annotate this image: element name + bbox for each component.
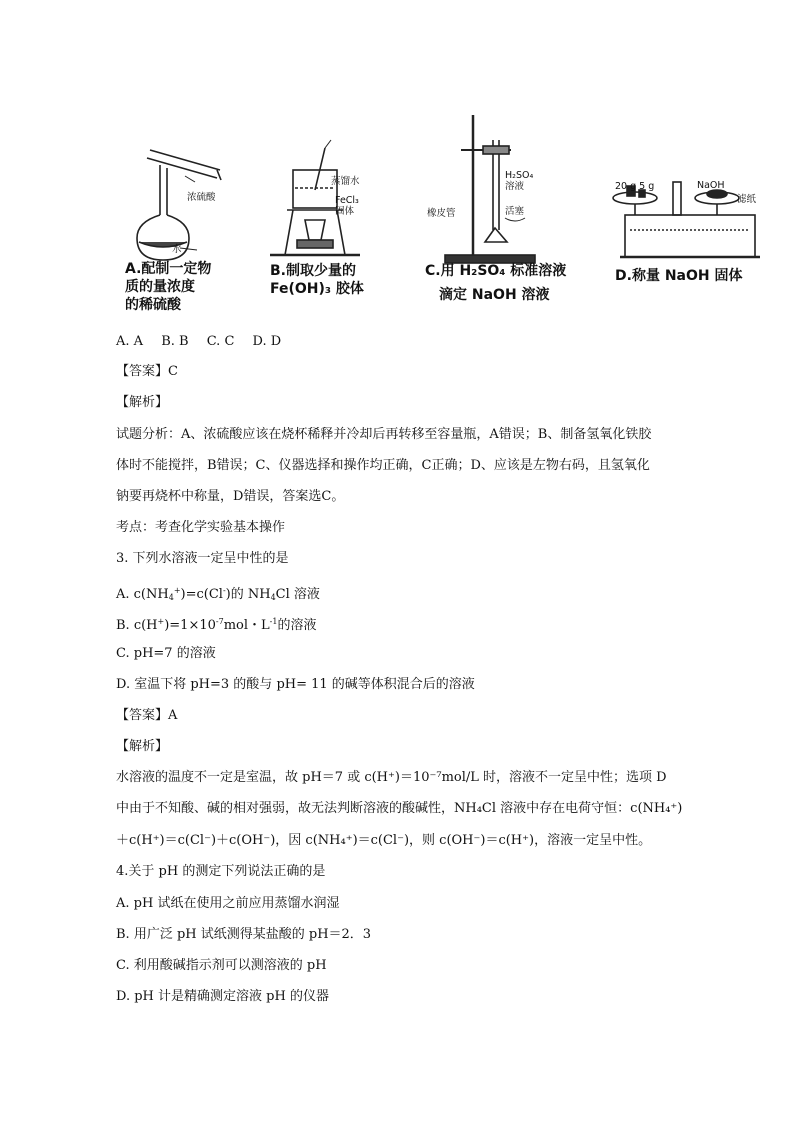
label-naoh: NaOH: [697, 180, 725, 191]
q2-analysis-line-2: 体时不能搅拌，B错误；C、仪器选择和操作均正确，C正确；D、应该是左物右码，且氢氧化: [116, 458, 650, 473]
q3-analysis-line-1: 水溶液的温度不一定是室温，故 pH＝7 或 c(H⁺)＝10⁻⁷mol/L 时，溶液不一定呈中性；选项 D: [116, 770, 667, 785]
q3-analysis-line-3: ＋c(H⁺)＝c(Cl⁻)＋c(OH⁻)，因 c(NH₄⁺)＝c(Cl⁻)，则 c(OH⁻)＝c(H⁺)，溶液一定呈中性。: [116, 833, 652, 848]
q2-choices: [116, 334, 295, 350]
q4-option-b: B. 用广泛 pH 试纸测得某盐酸的 pH＝2．3: [116, 927, 372, 942]
caption-c: C.用 H₂SO₄ 标准溶液 滴定 NaOH 溶液: [425, 263, 567, 303]
q3-analysis-title: 【解析】: [116, 739, 169, 754]
label-stopcock: 活塞: [505, 206, 525, 217]
label-rubber-tube: 橡皮管: [427, 208, 456, 219]
q3-stem: 3. 下列水溶液一定呈中性的是: [116, 551, 289, 566]
q3-option-c: C. pH=7 的溶液: [116, 646, 216, 661]
caption-a: A.配制一定物 质的量浓度 的稀硫酸: [125, 261, 212, 313]
q2-analysis-line-1: 试题分析：A、浓硫酸应该在烧杯稀释并冷却后再转移至容量瓶，A错误；B、制备氢氧化铁胶: [116, 427, 652, 442]
q3-option-d: D. 室温下将 pH=3 的酸与 pH= 11 的碱等体积混合后的溶液: [116, 677, 475, 692]
q2-analysis-title: 【解析】: [116, 395, 169, 410]
label-h2so4: H₂SO₄: [505, 170, 534, 181]
q2-kaodian: 考点：考查化学实验基本操作: [116, 520, 286, 535]
label-distilled-water: 蒸馏水: [331, 176, 360, 187]
q3-option-a: A. $c(NH_4^+)=c(Cl^-)$的 $NH_4Cl$ 溶液: [116, 586, 320, 602]
label-water-a: 水: [172, 244, 182, 255]
q4-option-c: C. 利用酸碱指示剂可以测溶液的 pH: [116, 958, 327, 973]
label-filter-paper: 滤纸: [737, 194, 757, 205]
label-weights: 20 g 5 g: [615, 181, 655, 192]
q2-choice-a: A. A: [116, 334, 144, 349]
label-solution: 溶液: [505, 181, 525, 192]
caption-b: B.制取少量的 Fe(OH)₃ 胶体: [270, 263, 364, 297]
q4-option-a: A. pH 试纸在使用之前应用蒸馏水润湿: [116, 896, 340, 911]
q2-answer: 【答案】C: [116, 364, 178, 379]
label-concentrated-sulfuric-acid: 浓硫酸: [187, 192, 216, 203]
experiment-figure: [125, 110, 765, 325]
q2-analysis-line-3: 钠要再烧杯中称量，D错误，答案选C。: [116, 489, 345, 504]
label-fecl3: FeCl₃: [335, 195, 359, 206]
q3-answer: 【答案】A: [116, 708, 178, 723]
q3-analysis-line-2: 中由于不知酸、碱的相对强弱，故无法判断溶液的酸碱性，NH₄Cl 溶液中存在电荷守恒：c(NH₄⁺): [116, 801, 683, 816]
q4-stem: 4.关于 pH 的测定下列说法正确的是: [116, 864, 326, 879]
caption-d: D.称量 NaOH 固体: [615, 268, 743, 284]
q2-choice-d: D. D: [252, 334, 282, 349]
label-solid: 固体: [335, 206, 355, 217]
q2-choice-b: B. B: [161, 334, 189, 349]
q3-option-b: B. $c(H^+)=1\times 10^{-7}mol$・$L^{-1}$的溶液: [116, 617, 317, 633]
q2-choice-c: C. C: [206, 334, 235, 349]
q4-option-d: D. pH 计是精确测定溶液 pH 的仪器: [116, 989, 329, 1004]
